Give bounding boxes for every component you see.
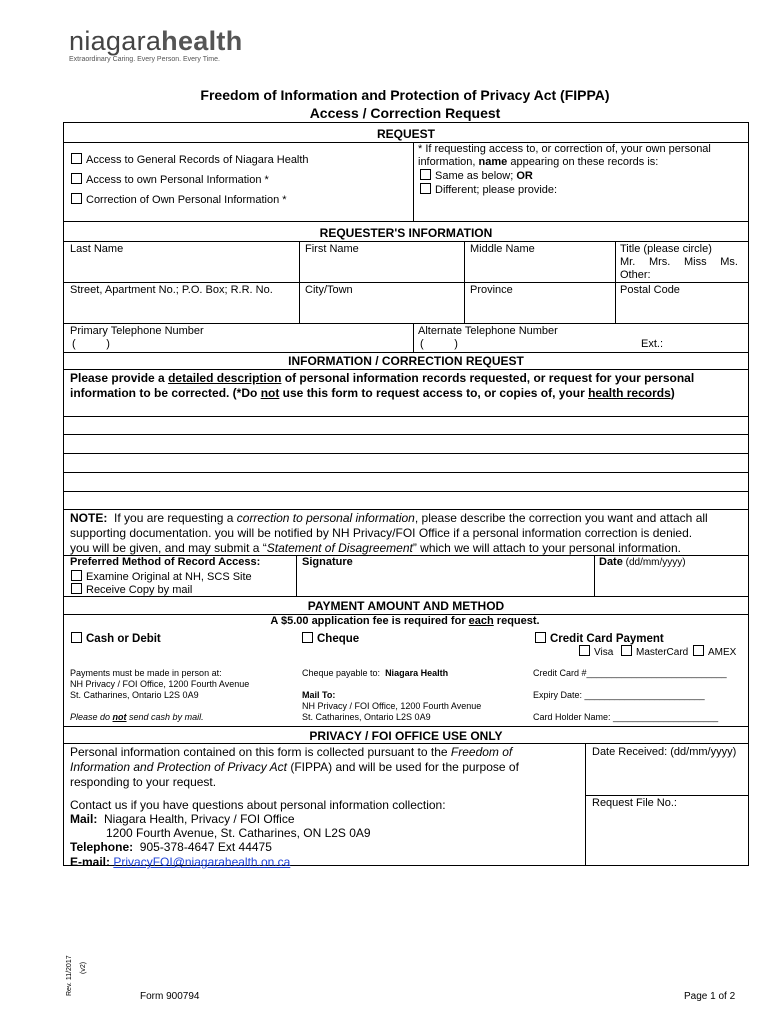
checkbox[interactable] <box>71 570 82 581</box>
cheque-payable: Cheque payable to: Niagara Health <box>302 668 449 678</box>
no-cash-by-mail: Please do not send cash by mail. <box>70 712 204 722</box>
access-method-label: Preferred Method of Record Access: <box>70 556 261 568</box>
logo <box>69 26 242 64</box>
option-credit-card[interactable]: Credit Card Payment <box>535 632 664 646</box>
option-cash-debit[interactable]: Cash or Debit <box>71 632 161 646</box>
page-number: Page 1 of 2 <box>684 991 736 1002</box>
option-examine-original[interactable]: Examine Original at NH, SCS Site <box>71 570 252 584</box>
date-received-field[interactable]: Date Received: (dd/mm/yyyy) <box>592 746 737 758</box>
city-field[interactable]: City/Town <box>305 284 353 296</box>
fee-notice: A $5.00 application fee is required for each request. <box>270 615 540 627</box>
mail-to-label: Mail To: <box>302 690 336 700</box>
note-line1: NOTE: If you are requesting a correction to personal information, please describe the correction you want and attach all <box>70 511 708 525</box>
expiry-date-field[interactable]: Expiry Date: ________________________ <box>533 690 705 700</box>
payment-heading: PAYMENT AMOUNT AND METHOD <box>307 599 505 613</box>
requester-heading: REQUESTER'S INFORMATION <box>319 226 493 240</box>
alt-phone-field[interactable]: Alternate Telephone Number <box>418 325 558 337</box>
request-heading: REQUEST <box>376 127 435 141</box>
payment-in-person-3: St. Catharines, Ontario L2S 0A9 <box>70 690 199 700</box>
description-line[interactable] <box>63 416 749 417</box>
info-heading: INFORMATION / CORRECTION REQUEST <box>288 354 524 368</box>
description-line[interactable] <box>63 453 749 454</box>
primary-phone-field[interactable]: Primary Telephone Number <box>70 325 204 337</box>
checkbox[interactable] <box>693 645 704 656</box>
option-mastercard[interactable]: MasterCard <box>621 645 688 659</box>
option-different[interactable]: Different; please provide: <box>420 183 557 197</box>
checkbox[interactable] <box>579 645 590 656</box>
checkbox[interactable] <box>71 153 82 164</box>
last-name-field[interactable]: Last Name <box>70 243 124 255</box>
request-note-line2: information, name appearing on these records is: <box>418 156 659 168</box>
collection-notice-line1: Personal information contained on this form is collected pursuant to the Freedom of <box>70 745 513 759</box>
contact-heading: Contact us if you have questions about personal information collection: <box>70 798 446 812</box>
title-other-field[interactable]: Other: <box>620 269 651 281</box>
logo-name-health: health <box>161 26 243 56</box>
info-instructions-line2: information to be corrected. (*Do not use this form to request access to, or copies of, your health records) <box>70 386 675 400</box>
title-label: Title (please circle) <box>620 243 712 255</box>
checkbox[interactable] <box>621 645 632 656</box>
payment-in-person-1: Payments must be made in person at: <box>70 668 222 678</box>
contact-email: E-mail: PrivacyFOI@niagarahealth.on.ca <box>70 855 291 869</box>
first-name-field[interactable]: First Name <box>305 243 359 255</box>
version-note: (v2) <box>80 961 87 974</box>
form-title-line2: Access / Correction Request <box>309 105 501 121</box>
mail-to-3: St. Catharines, Ontario L2S 0A9 <box>302 712 431 722</box>
logo-tagline: Extraordinary Caring. Every Person. Every Time. <box>69 56 220 63</box>
street-field[interactable]: Street, Apartment No.; P.O. Box; R.R. No. <box>70 284 273 296</box>
contact-mail-line2: 1200 Fourth Avenue, St. Catharines, ON L2S 0A9 <box>106 826 371 840</box>
card-holder-name-field[interactable]: Card Holder Name: _____________________ <box>533 712 719 722</box>
collection-notice-line2: Information and Protection of Privacy Act (FIPPA) and will be used for the purpose of <box>70 760 519 774</box>
option-amex[interactable]: AMEX <box>693 645 736 659</box>
option-own-personal-info[interactable]: Access to own Personal Information * <box>71 173 269 187</box>
note-line3: you will be given, and may submit a “Statement of Disagreement” which we will attach to your personal information. <box>70 541 681 555</box>
description-line[interactable] <box>63 472 749 473</box>
contact-telephone: Telephone: 905-378-4647 Ext 44475 <box>70 840 272 854</box>
logo-name-niagara: niagara <box>69 26 162 56</box>
email-link[interactable]: PrivacyFOI@niagarahealth.on.ca <box>113 855 291 869</box>
checkbox[interactable] <box>71 583 82 594</box>
contact-mail-line1: Mail: Niagara Health, Privacy / FOI Office <box>70 812 295 826</box>
revision-note: Rev. 11/2017 <box>66 955 73 996</box>
option-visa[interactable]: Visa <box>579 645 613 659</box>
form-number: Form 900794 <box>140 991 200 1002</box>
description-line[interactable] <box>63 491 749 492</box>
date-field[interactable]: Date (dd/mm/yyyy) <box>599 556 686 568</box>
province-field[interactable]: Province <box>470 284 513 296</box>
checkbox[interactable] <box>420 183 431 194</box>
form-title-line1: Freedom of Information and Protection of Privacy Act (FIPPA) <box>200 87 610 103</box>
checkbox[interactable] <box>420 169 431 180</box>
checkbox[interactable] <box>71 173 82 184</box>
ext-field[interactable]: Ext.: <box>641 338 664 350</box>
payment-in-person-2: NH Privacy / FOI Office, 1200 Fourth Avenue <box>70 679 250 689</box>
option-general-records[interactable]: Access to General Records of Niagara Health <box>71 153 309 167</box>
signature-field[interactable]: Signature <box>302 556 353 568</box>
request-file-no-field[interactable]: Request File No.: <box>592 797 677 809</box>
request-note-line1: * If requesting access to, or correction of, your own personal <box>418 143 711 155</box>
option-correction[interactable]: Correction of Own Personal Information * <box>71 193 287 207</box>
option-same-as-below[interactable]: Same as below; OR <box>420 169 533 183</box>
alt-phone-area[interactable]: ( ) <box>420 338 458 350</box>
office-heading: PRIVACY / FOI OFFICE USE ONLY <box>309 729 503 743</box>
checkbox[interactable] <box>535 632 546 643</box>
checkbox[interactable] <box>71 632 82 643</box>
option-cheque[interactable]: Cheque <box>302 632 359 646</box>
mail-to-2: NH Privacy / FOI Office, 1200 Fourth Avenue <box>302 701 482 711</box>
title-options[interactable]: Mr. Mrs. Miss Ms. <box>620 256 738 268</box>
checkbox[interactable] <box>71 193 82 204</box>
option-receive-copy[interactable]: Receive Copy by mail <box>71 583 192 597</box>
info-instructions-line1: Please provide a detailed description of personal information records requested, or request for your personal <box>70 371 695 385</box>
note-line2: supporting documentation. you will be notified by NH Privacy/FOI Office if a personal information correction is denied. <box>70 526 693 540</box>
credit-card-number-field[interactable]: Credit Card #____________________________ <box>533 668 727 678</box>
description-line[interactable] <box>63 434 749 435</box>
primary-phone-area[interactable]: ( ) <box>72 338 110 350</box>
checkbox[interactable] <box>302 632 313 643</box>
postal-code-field[interactable]: Postal Code <box>620 284 680 296</box>
middle-name-field[interactable]: Middle Name <box>470 243 535 255</box>
collection-notice-line3: responding to your request. <box>70 775 217 789</box>
